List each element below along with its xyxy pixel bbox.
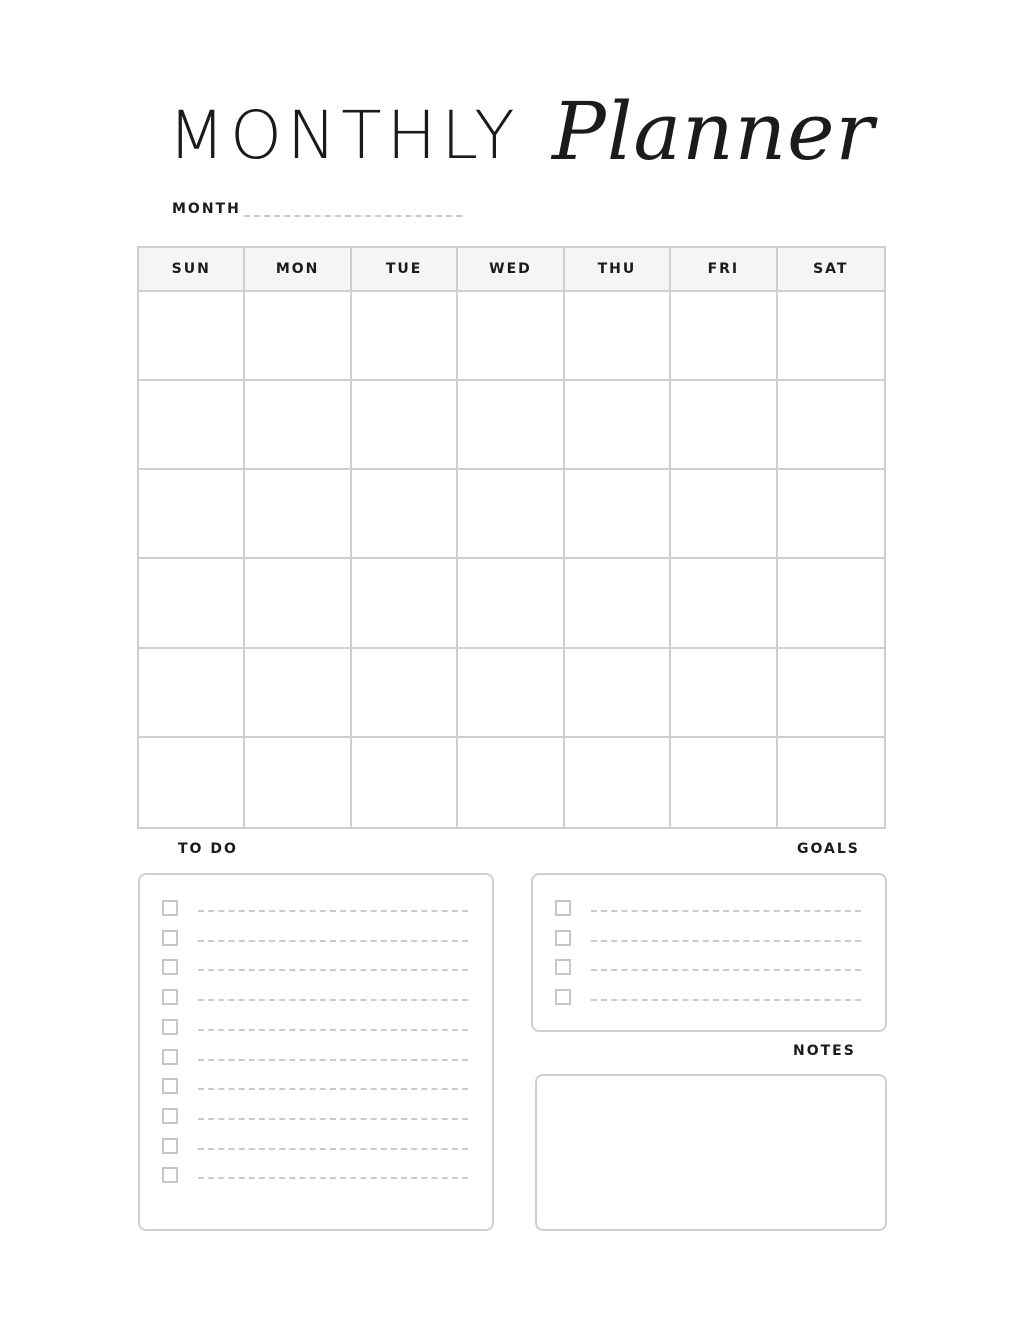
goals-box xyxy=(531,873,887,1032)
day-cell[interactable] xyxy=(778,292,884,381)
goal-item xyxy=(555,930,865,950)
day-cell[interactable] xyxy=(458,649,564,738)
todo-item xyxy=(162,1049,472,1069)
calendar-grid xyxy=(137,246,886,829)
day-header: SUN xyxy=(139,248,245,292)
checkbox[interactable] xyxy=(162,1108,178,1124)
day-cell[interactable] xyxy=(352,292,458,381)
write-line[interactable] xyxy=(198,1118,468,1120)
day-header: FRI xyxy=(671,248,777,292)
day-header: MON xyxy=(245,248,351,292)
day-cell[interactable] xyxy=(352,470,458,559)
day-cell[interactable] xyxy=(352,381,458,470)
day-cell[interactable] xyxy=(139,738,245,827)
write-line[interactable] xyxy=(198,1177,468,1179)
goal-item xyxy=(555,900,865,920)
write-line[interactable] xyxy=(198,999,468,1001)
todo-item xyxy=(162,959,472,979)
checkbox[interactable] xyxy=(162,900,178,916)
day-cell[interactable] xyxy=(139,559,245,648)
checkbox[interactable] xyxy=(555,930,571,946)
write-line[interactable] xyxy=(591,940,861,942)
day-cell[interactable] xyxy=(139,381,245,470)
todo-item xyxy=(162,1078,472,1098)
write-line[interactable] xyxy=(198,969,468,971)
day-cell[interactable] xyxy=(245,559,351,648)
checkbox[interactable] xyxy=(555,900,571,916)
day-cell[interactable] xyxy=(778,381,884,470)
goal-item xyxy=(555,959,865,979)
day-cell[interactable] xyxy=(245,738,351,827)
month-write-line[interactable] xyxy=(244,215,462,217)
checkbox[interactable] xyxy=(555,959,571,975)
day-cell[interactable] xyxy=(671,292,777,381)
day-cell[interactable] xyxy=(139,470,245,559)
day-cell[interactable] xyxy=(458,559,564,648)
todo-item xyxy=(162,900,472,920)
day-cell[interactable] xyxy=(671,559,777,648)
day-cell[interactable] xyxy=(352,649,458,738)
day-cell[interactable] xyxy=(671,738,777,827)
day-cell[interactable] xyxy=(565,381,671,470)
todo-label: TO DO xyxy=(178,841,238,857)
write-line[interactable] xyxy=(198,910,468,912)
day-cell[interactable] xyxy=(565,738,671,827)
day-cell[interactable] xyxy=(352,559,458,648)
notes-label: NOTES xyxy=(793,1043,856,1059)
day-cell[interactable] xyxy=(778,470,884,559)
day-cell[interactable] xyxy=(458,738,564,827)
page-title-script: Planner xyxy=(552,85,875,178)
day-cell[interactable] xyxy=(139,292,245,381)
todo-item xyxy=(162,930,472,950)
day-cell[interactable] xyxy=(139,649,245,738)
day-cell[interactable] xyxy=(352,738,458,827)
day-header: THU xyxy=(565,248,671,292)
day-cell[interactable] xyxy=(778,559,884,648)
month-label: MONTH xyxy=(172,201,241,217)
write-line[interactable] xyxy=(198,1059,468,1061)
day-cell[interactable] xyxy=(565,292,671,381)
day-cell[interactable] xyxy=(565,470,671,559)
write-line[interactable] xyxy=(591,910,861,912)
goal-item xyxy=(555,989,865,1009)
checkbox[interactable] xyxy=(162,989,178,1005)
day-cell[interactable] xyxy=(458,381,564,470)
write-line[interactable] xyxy=(198,1029,468,1031)
day-cell[interactable] xyxy=(671,470,777,559)
day-cell[interactable] xyxy=(245,470,351,559)
day-header: TUE xyxy=(352,248,458,292)
day-cell[interactable] xyxy=(458,292,564,381)
checkbox[interactable] xyxy=(162,930,178,946)
todo-item xyxy=(162,989,472,1009)
day-cell[interactable] xyxy=(565,649,671,738)
checkbox[interactable] xyxy=(162,1138,178,1154)
checkbox[interactable] xyxy=(162,959,178,975)
day-cell[interactable] xyxy=(565,559,671,648)
day-cell[interactable] xyxy=(245,292,351,381)
todo-item xyxy=(162,1108,472,1128)
day-cell[interactable] xyxy=(245,649,351,738)
write-line[interactable] xyxy=(198,1148,468,1150)
write-line[interactable] xyxy=(198,1088,468,1090)
checkbox[interactable] xyxy=(162,1167,178,1183)
day-cell[interactable] xyxy=(671,381,777,470)
day-header: WED xyxy=(458,248,564,292)
write-line[interactable] xyxy=(591,999,861,1001)
day-header: SAT xyxy=(778,248,884,292)
day-cell[interactable] xyxy=(778,649,884,738)
day-cell[interactable] xyxy=(671,649,777,738)
day-cell[interactable] xyxy=(458,470,564,559)
todo-item xyxy=(162,1019,472,1039)
checkbox[interactable] xyxy=(555,989,571,1005)
write-line[interactable] xyxy=(591,969,861,971)
page-title: MONTHLY xyxy=(168,97,520,174)
day-cell[interactable] xyxy=(245,381,351,470)
write-line[interactable] xyxy=(198,940,468,942)
checkbox[interactable] xyxy=(162,1019,178,1035)
todo-item xyxy=(162,1138,472,1158)
goals-label: GOALS xyxy=(797,841,860,857)
notes-box[interactable] xyxy=(535,1074,887,1231)
day-cell[interactable] xyxy=(778,738,884,827)
checkbox[interactable] xyxy=(162,1078,178,1094)
todo-item xyxy=(162,1167,472,1187)
checkbox[interactable] xyxy=(162,1049,178,1065)
todo-box xyxy=(138,873,494,1231)
